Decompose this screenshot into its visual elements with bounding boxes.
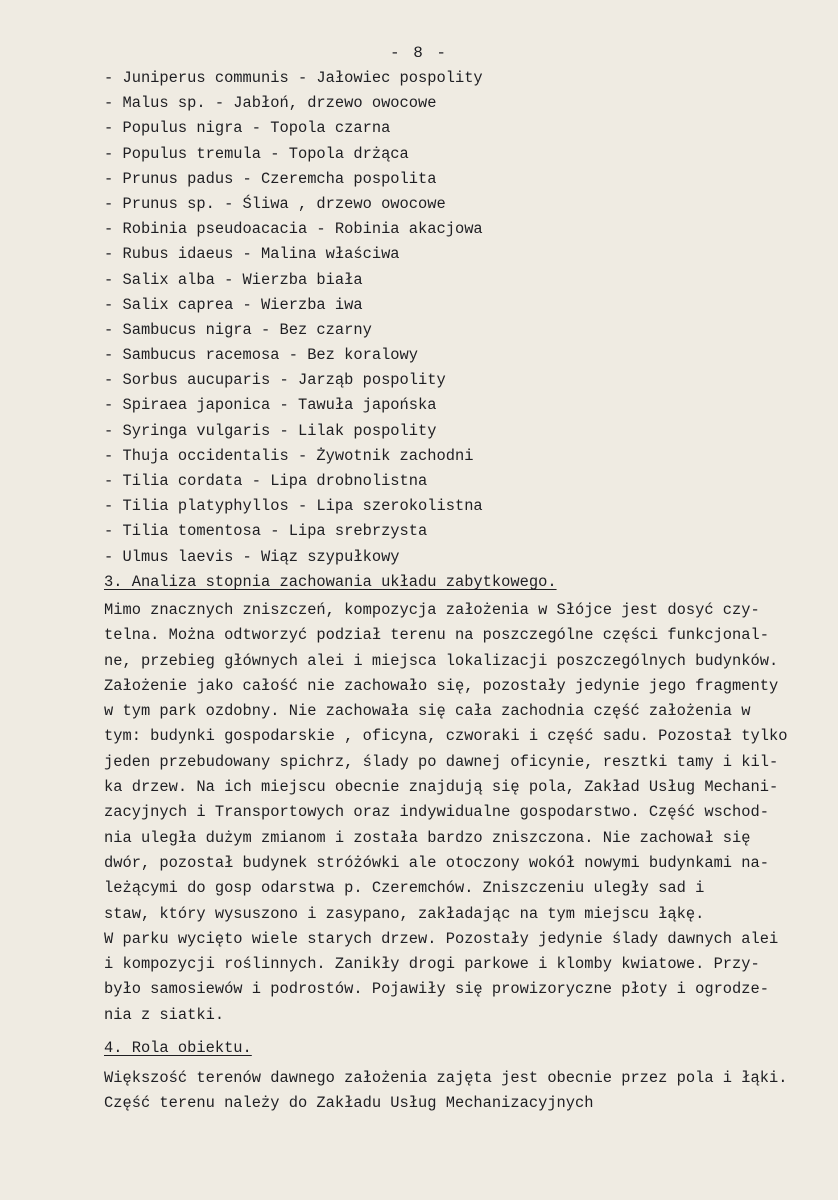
text-line: Założenie jako całość nie zachowało się, pozostały jedynie jego fragmenty: [104, 676, 779, 695]
text-line: dwór, pozostał budynek stróżówki ale otoczony wokół nowymi budynkami na-: [104, 853, 769, 872]
list-item: - Prunus padus - Czeremcha pospolita: [104, 169, 437, 188]
list-item: - Ulmus laevis - Wiąz szypułkowy: [104, 547, 400, 566]
list-item: - Robinia pseudoacacia - Robinia akacjowa: [104, 220, 483, 239]
section-4-heading: 4. Rola obiektu.: [104, 1039, 252, 1057]
list-item: - Malus sp. - Jabłoń, drzewo owocowe: [104, 94, 437, 113]
text-line: Mimo znacznych zniszczeń, kompozycja założenia w Słójce jest dosyć czy-: [104, 601, 760, 619]
text-line: staw, który wysuszono i zasypano, zakładając na tym miejscu łąkę.: [104, 904, 705, 923]
text-line: jeden przebudowany spichrz, ślady po dawnej oficynie, resztki tamy i kil-: [104, 752, 779, 771]
text-line: ka drzew. Na ich miejscu obecnie znajdują się pola, Zakład Usług Mechani-: [104, 778, 779, 797]
text-line: i kompozycji roślinnych. Zanikły drogi parkowe i klomby kwiatowe. Przy-: [104, 955, 760, 974]
list-item: - Thuja occidentalis - Żywotnik zachodni: [104, 446, 474, 465]
list-item: - Salix alba - Wierzba biała: [104, 270, 363, 289]
list-item: - Tilia tomentosa - Lipa srebrzysta: [104, 522, 428, 541]
text-line: telna. Można odtworzyć podział terenu na poszczególne części funkcjonal-: [104, 626, 769, 645]
page-number: - 8 -: [389, 44, 448, 62]
text-line: w tym park ozdobny. Nie zachowała się cała zachodnia część założenia w: [104, 702, 751, 721]
text-line: leżącymi do gosp odarstwa p. Czeremchów. Zniszczeniu uległy sad i: [104, 879, 705, 898]
text-line: Większość terenów dawnego założenia zajęta jest obecnie przez pola i łąki.: [104, 1069, 788, 1087]
list-item: - Syringa vulgaris - Lilak pospolity: [104, 421, 437, 440]
list-item: - Salix caprea - Wierzba iwa: [104, 295, 363, 314]
text-line: zacyjnych i Transportowych oraz indywidualne gospodarstwo. Część wschod-: [104, 803, 769, 822]
list-item: - Prunus sp. - Śliwa , drzewo owocowe: [104, 194, 446, 213]
section-4-body: [104, 1066, 838, 1117]
list-item: - Tilia cordata - Lipa drobnolistna: [104, 472, 428, 490]
list-item: - Populus tremula - Topola drżąca: [104, 144, 409, 163]
text-line: nia uległa dużym zmianom i została bardzo zniszczona. Nie zachował się: [104, 828, 751, 847]
list-item: - Sambucus nigra - Bez czarny: [104, 320, 372, 339]
list-item: - Sambucus racemosa - Bez koralowy: [104, 346, 419, 365]
list-item: - Rubus idaeus - Malina właściwa: [104, 245, 400, 264]
text-line: nia z siatki.: [104, 1005, 225, 1024]
text-line: W parku wycięto wiele starych drzew. Pozostały jedynie ślady dawnych alei: [104, 929, 779, 948]
list-item: - Tilia platyphyllos - Lipa szerokolistna: [104, 497, 483, 516]
list-item: - Populus nigra - Topola czarna: [104, 119, 391, 138]
species-list: [104, 66, 483, 570]
text-line: ne, przebieg głównych alei i miejsca lokalizacji poszczególnych budynków.: [104, 651, 779, 670]
text-line: Część terenu należy do Zakładu Usług Mechanizacyjnych: [104, 1094, 594, 1113]
list-item: - Juniperus communis - Jałowiec pospolity: [104, 69, 483, 87]
text-line: było samosiewów i podrostów. Pojawiły się prowizoryczne płoty i ogrodze-: [104, 980, 769, 999]
section-3-heading: 3. Analiza stopnia zachowania układu zabytkowego.: [104, 573, 557, 591]
section-3-body: [104, 598, 838, 1028]
list-item: - Spiraea japonica - Tawuła japońska: [104, 396, 437, 415]
list-item: - Sorbus aucuparis - Jarząb pospolity: [104, 371, 446, 390]
text-line: tym: budynki gospodarskie , oficyna, czworaki i część sadu. Pozostał tylko: [104, 727, 788, 746]
